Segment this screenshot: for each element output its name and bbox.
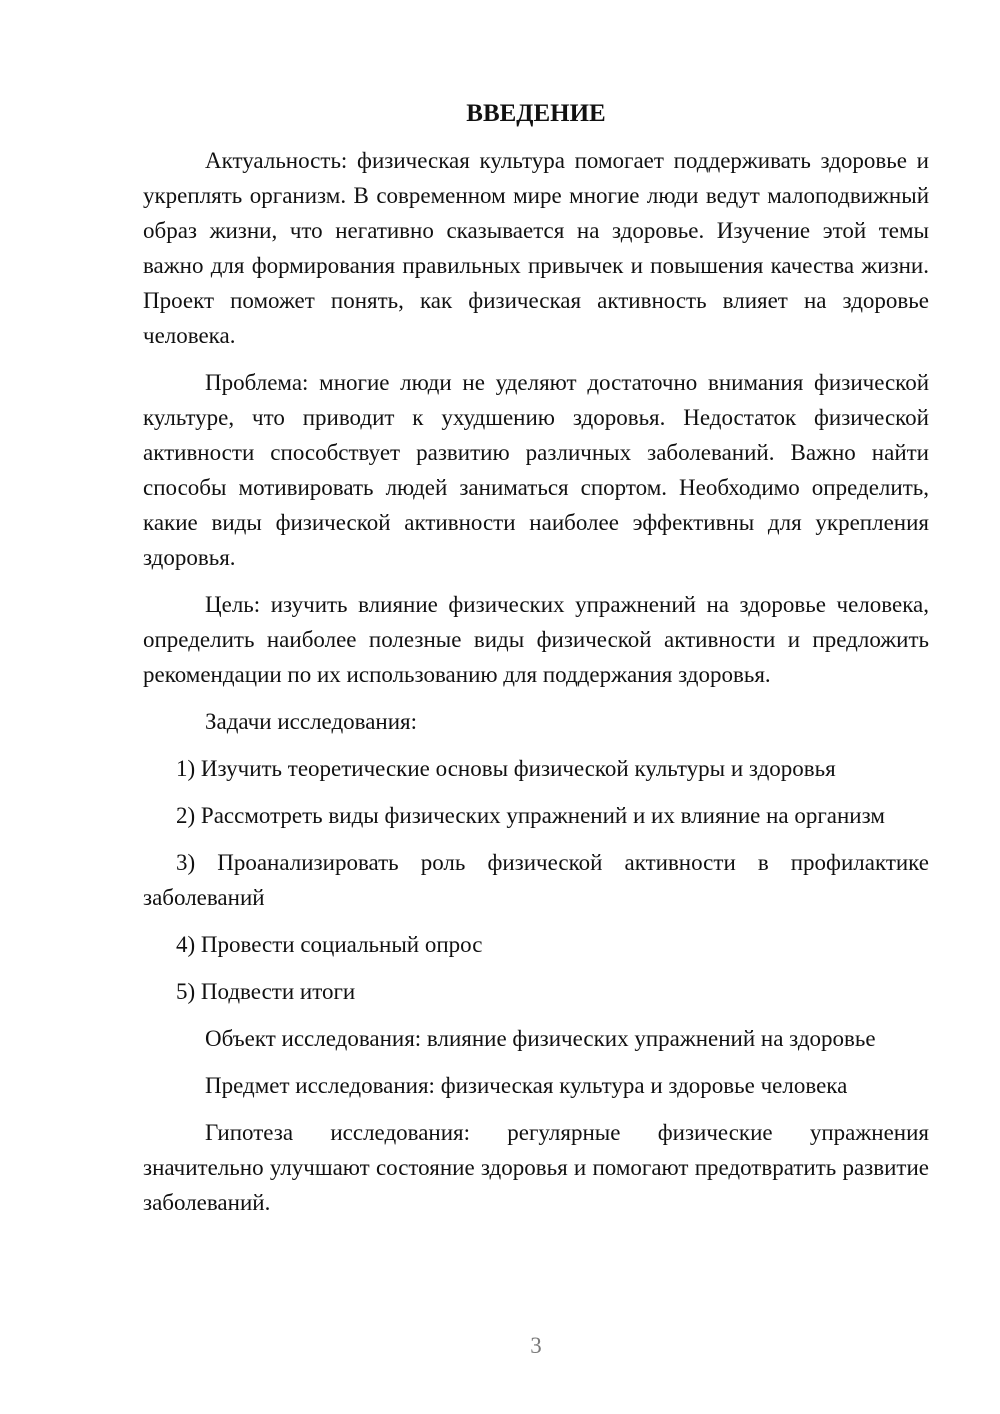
paragraph-problem: Проблема: многие люди не уделяют достаточно внимания физической культуре, что приводит к ухудшению здоровья. Недостаток физической активности способствует развитию различных заболеваний. Важно найти способы мотивировать людей заниматься спортом. Необходимо определить, какие виды физической активности наиболее эффективны для укрепления здоровья. (143, 370, 929, 570)
tasks-label: Задачи исследования: (205, 709, 418, 734)
paragraph-subject: Предмет исследования: физическая культура и здоровье человека (205, 1073, 848, 1098)
paragraph-goal: Цель: изучить влияние физических упражнений на здоровье человека, определить наиболее полезные виды физической активности и предложить рекомендации по их использованию для поддержания здоровья. (143, 592, 929, 687)
task-item-2: 2) Рассмотреть виды физических упражнений и их влияние на организм (176, 803, 885, 828)
task-item-1: 1) Изучить теоретические основы физической культуры и здоровья (176, 756, 836, 781)
paragraph-relevance: Актуальность: физическая культура помогает поддерживать здоровье и укреплять организм. В современном мире многие люди ведут малоподвижный образ жизни, что негативно сказывается на здоровье. Изучение этой темы важно для формирования правильных привычек и повышения качества жизни. Проект поможет понять, как физическая активность влияет на здоровье человека. (143, 148, 929, 348)
page-number: 3 (530, 1333, 542, 1358)
paragraph-object: Объект исследования: влияние физических упражнений на здоровье (205, 1026, 876, 1051)
task-item-4: 4) Провести социальный опрос (176, 932, 483, 957)
paragraph-hypothesis: Гипотеза исследования: регулярные физические упражнения значительно улучшают состояние здоровья и помогают предотвратить развитие заболеваний. (143, 1120, 929, 1215)
task-item-5: 5) Подвести итоги (176, 979, 356, 1004)
page-title: ВВЕДЕНИЕ (466, 100, 606, 127)
task-item-3: 3) Проанализировать роль физической активности в профилактике заболеваний (143, 850, 929, 910)
